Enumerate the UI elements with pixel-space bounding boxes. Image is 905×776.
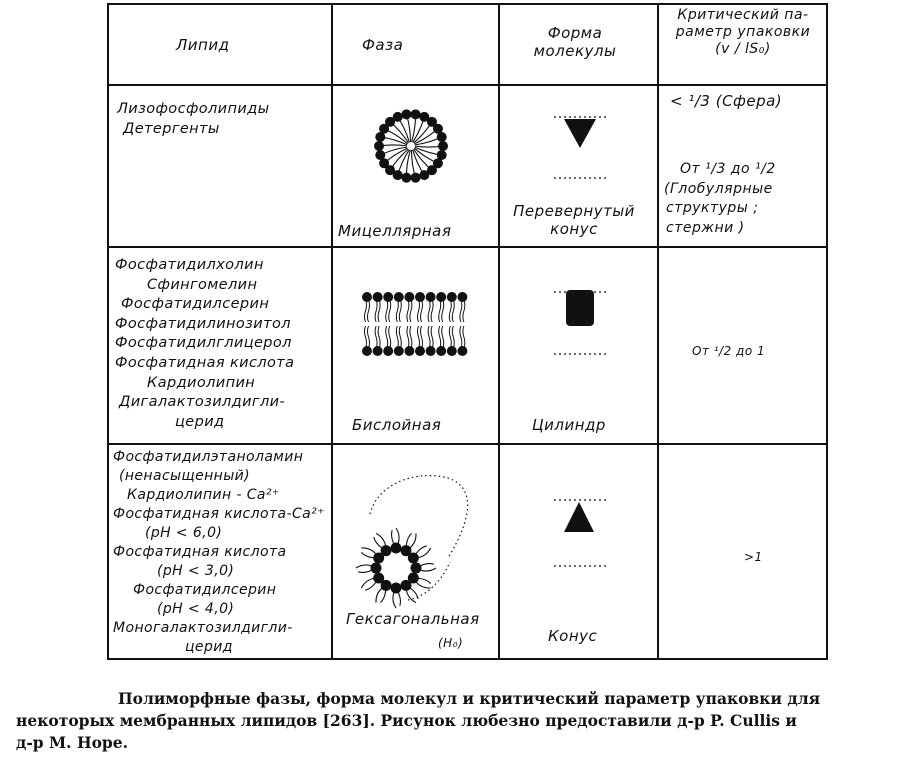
lipid-tail (452, 299, 454, 322)
header-shape (500, 24, 650, 60)
row1-param-sphere: < ¹/3 (Сфера) (670, 92, 783, 110)
lipid-tail (365, 299, 367, 322)
lipid-head (393, 112, 403, 122)
lipid-name: Фосфатидная кислота-Ca²⁺ (113, 506, 325, 522)
lipid-head (426, 292, 436, 302)
lipid-name: Фосфатидилсерин (133, 582, 277, 598)
lipid-tail (389, 326, 391, 349)
header-param-line3: (v / lS₀) (715, 41, 771, 57)
lipid-name: Лизофосфолипиды (117, 101, 270, 117)
row1-shape-line1: Перевернутый (513, 202, 635, 220)
lipid-head (408, 553, 419, 564)
lipid-head (411, 563, 422, 574)
row3-phase-sub: (H₀) (438, 636, 464, 650)
lipid-name: Детергенты (123, 120, 220, 137)
lipid-tail (410, 299, 412, 322)
lipid-name: (pH < 6,0) (145, 525, 223, 541)
lipid-head (391, 583, 402, 594)
param-line: структуры ; (666, 200, 759, 216)
column-divider (331, 3, 333, 660)
lipid-name: Фосфатидилинозитол (115, 315, 291, 332)
row2-phase: Бислойная (352, 416, 442, 434)
row1-lipids (117, 100, 270, 139)
lipid-tail (460, 299, 462, 322)
lipid-name: Фосфатидная кислота (115, 354, 295, 371)
bilayer-diagram (360, 290, 470, 360)
row2-param: От ¹/2 до 1 (692, 344, 766, 358)
micelle-diagram (363, 100, 463, 200)
param-line: От ¹/3 до ¹/2 (680, 161, 776, 177)
cylinder-icon (550, 282, 610, 362)
lipid-head (401, 173, 411, 183)
header-param (659, 7, 827, 58)
lipid-head (383, 346, 393, 356)
lipid-head (373, 346, 383, 356)
lipid-head (419, 170, 429, 180)
lipid-name: Фосфатидилэтаноламин (113, 449, 304, 465)
lipid-tail (386, 299, 388, 322)
lipid-tail (375, 326, 377, 349)
lipid-tail (407, 299, 409, 322)
lipid-head (404, 346, 414, 356)
lipid-name: (ненасыщенный) (119, 468, 251, 484)
lipid-tail (431, 326, 433, 349)
lipid-tail (449, 326, 451, 349)
lipid-tail (399, 326, 401, 349)
lipid-name: Моногалактозилдигли- (113, 620, 293, 636)
lipid-tail (418, 326, 420, 349)
lipid-tail (407, 326, 409, 349)
lipid-head (404, 292, 414, 302)
lipid-name: Сфингомелин (147, 276, 258, 293)
row3-param: >1 (744, 550, 763, 564)
lipid-head (401, 109, 411, 119)
row3-lipids (113, 448, 325, 657)
lipid-head (373, 573, 384, 584)
header-lipid: Липид (176, 36, 230, 54)
row-divider (107, 246, 828, 248)
lipid-head (383, 292, 393, 302)
lipid-head (447, 292, 457, 302)
lipid-tail (421, 326, 423, 349)
lipid-head (394, 292, 404, 302)
row1-shape (500, 202, 648, 238)
lipid-tail (439, 299, 441, 322)
figure-caption (0, 688, 905, 754)
lipid-head (401, 580, 412, 591)
lipid-head (447, 346, 457, 356)
hexagonal-diagram (338, 462, 488, 612)
lipid-head (436, 346, 446, 356)
lipid-name: Фосфатидилхолин (115, 257, 264, 273)
param-line: (Глобулярные (664, 180, 773, 197)
row-divider (107, 443, 828, 445)
lipid-tail (463, 326, 465, 349)
lipid-tail (428, 326, 430, 349)
lipid-tail (368, 326, 370, 349)
lipid-head (437, 132, 447, 142)
lipid-tail (378, 326, 380, 349)
cone-icon (550, 490, 610, 570)
caption-line: д-р M. Hope. (16, 733, 129, 752)
row2-lipids (115, 256, 294, 432)
column-divider (657, 3, 659, 660)
row1-shape-line2: конус (550, 220, 598, 238)
lipid-head (362, 346, 372, 356)
lipid-tail (368, 299, 370, 322)
lipid-name: Кардиолипин - Ca²⁺ (127, 487, 280, 503)
row2-shape: Цилиндр (532, 416, 606, 434)
lipid-head (457, 346, 467, 356)
lipid-head (426, 346, 436, 356)
lipid-tail (386, 326, 388, 349)
lipid-tail (449, 299, 451, 322)
lipid-name: (pH < 3,0) (157, 563, 235, 579)
row-divider (107, 84, 828, 86)
lipid-name: Фосфатидная кислота (113, 544, 287, 560)
lipid-tail (418, 299, 420, 322)
lipid-tail (399, 299, 401, 322)
lipid-head (415, 292, 425, 302)
lipid-head (415, 346, 425, 356)
lipid-head (373, 292, 383, 302)
lipid-tail (442, 299, 444, 322)
lipid-head (362, 292, 372, 302)
column-divider (498, 3, 500, 660)
lipid-tail (375, 299, 377, 322)
lipid-tail (452, 326, 454, 349)
lipid-tail (463, 299, 465, 322)
lipid-tail (431, 299, 433, 322)
lipid-tail (396, 299, 398, 322)
lipid-tail (439, 326, 441, 349)
lipid-head (371, 563, 382, 574)
lipid-tail (428, 299, 430, 322)
lipid-tail (378, 299, 380, 322)
lipid-head (375, 150, 385, 160)
lipid-tail (421, 299, 423, 322)
header-param-line1: Критический па- (677, 7, 809, 23)
lipid-head (394, 346, 404, 356)
row3-shape: Конус (548, 627, 598, 645)
header-param-line2: раметр упаковки (675, 24, 811, 40)
lipid-head (391, 543, 402, 554)
lipid-head (457, 292, 467, 302)
row1-phase: Мицеллярная (338, 222, 452, 240)
lipid-name: Дигалактозилдигли- (119, 394, 286, 411)
lipid-name: церид (175, 413, 225, 430)
row1-param-range (664, 160, 776, 238)
row3-phase: Гексагональная (346, 610, 480, 628)
lipid-tail (410, 326, 412, 349)
lipid-tail (442, 326, 444, 349)
caption-line: Полиморфные фазы, форма молекул и критический параметр упаковки для (118, 689, 821, 708)
lipid-name: Кардиолипин (147, 374, 256, 391)
lipid-head (374, 141, 384, 151)
lipid-tail (396, 326, 398, 349)
lipid-tail (460, 326, 462, 349)
inverted-cone-icon (550, 112, 610, 192)
lipid-name: церид (185, 639, 233, 655)
lipid-head (381, 545, 392, 556)
lipid-name: (pH < 4,0) (157, 601, 235, 617)
lipid-head (436, 292, 446, 302)
header-shape-line1: Форма (547, 24, 603, 42)
lipid-tail (389, 299, 391, 322)
lipid-name: Фосфатидилсерин (121, 296, 270, 313)
lipid-head (411, 173, 421, 183)
param-line: стержни ) (666, 219, 745, 236)
lipid-head (411, 109, 421, 119)
lipid-tail (365, 326, 367, 349)
lipid-head (438, 141, 448, 151)
lipid-name: Фосфатидилглицерол (115, 335, 292, 352)
header-phase: Фаза (362, 36, 404, 54)
caption-line: некоторых мембранных липидов [263]. Рисунок любезно предоставили д-р P. Cullis и (16, 711, 797, 730)
header-shape-line2: молекулы (533, 42, 617, 60)
